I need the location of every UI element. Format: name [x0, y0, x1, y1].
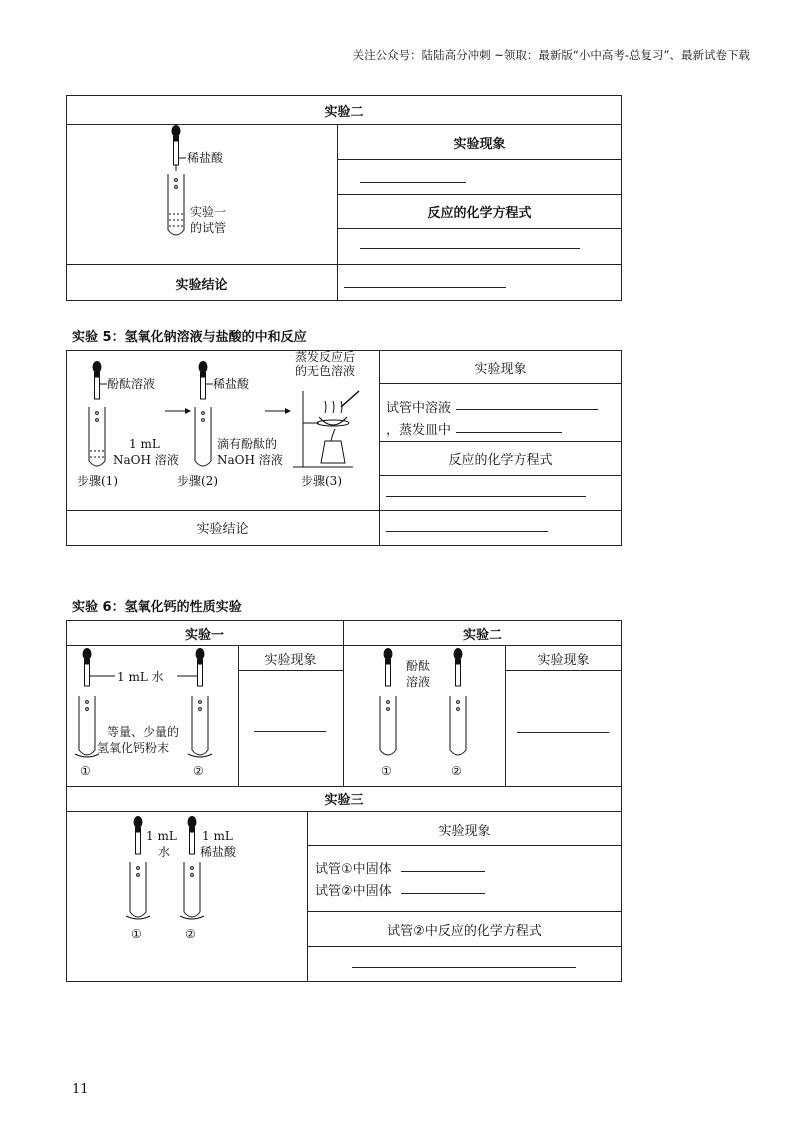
solution-label: NaOH 溶液	[113, 453, 179, 467]
divider	[379, 475, 622, 476]
dropper-label: 溶液	[406, 675, 431, 689]
powder-note: 氢氧化钙粉末	[97, 741, 170, 755]
section-title-exp5: 实验 5：氢氧化钠溶液与盐酸的中和反应	[72, 330, 307, 345]
conclusion-label: 实验结论	[196, 522, 249, 537]
step-label: 步骤(2)	[177, 474, 218, 488]
phenomenon-line: 试管②中固体	[315, 884, 392, 899]
phenomenon-header: 实验现象	[438, 824, 491, 839]
divider	[337, 228, 622, 229]
part3-figure	[110, 812, 280, 952]
answer-blank[interactable]	[386, 531, 548, 532]
page-header: 关注公众号：陆陆高分冲刺 ~领取：最新版“小中高考-总复习”、最新试卷下载	[352, 48, 750, 62]
powder-note: 等量、少量的	[107, 725, 180, 739]
divider	[307, 911, 622, 912]
solution-label: 稀盐酸	[200, 845, 237, 859]
volume-label: 1 mL	[129, 437, 160, 451]
tube-number: ②	[451, 764, 462, 778]
part-title: 实验二	[462, 628, 502, 643]
solution-label: 水	[158, 845, 171, 859]
equation-header: 反应的化学方程式	[448, 453, 553, 468]
part1-figure	[67, 646, 237, 785]
phenomenon-line: 试管中溶液	[386, 401, 452, 416]
answer-blank[interactable]	[352, 967, 576, 968]
divider	[307, 845, 622, 846]
tube-number: ①	[131, 927, 142, 941]
volume-label: 1 mL	[202, 829, 233, 843]
divider	[379, 350, 380, 546]
answer-blank[interactable]	[386, 496, 586, 497]
part-title: 实验三	[324, 793, 364, 808]
solution-note: NaOH 溶液	[217, 453, 283, 467]
answer-blank[interactable]	[401, 893, 485, 894]
page-number: 11	[72, 1082, 89, 1097]
part2-figure	[344, 646, 504, 785]
phenomenon-header: 实验现象	[474, 362, 527, 377]
evaporation-note: 蒸发反应后	[295, 351, 356, 364]
step-label: 步骤(1)	[77, 474, 118, 488]
equation-header: 反应的化学方程式	[427, 206, 532, 221]
evaporation-note: 的无色溶液	[295, 364, 356, 378]
tube-number: ②	[185, 927, 196, 941]
part-title: 实验一	[184, 628, 224, 643]
divider	[66, 786, 622, 787]
tube-number: ①	[381, 764, 392, 778]
solution-note: 滴有酚酞的	[217, 437, 278, 451]
divider	[379, 441, 622, 442]
conclusion-label: 实验结论	[175, 278, 228, 293]
divider	[337, 159, 622, 160]
phenomenon-line: ，蒸发皿中	[386, 423, 452, 438]
answer-blank[interactable]	[456, 432, 562, 433]
divider	[337, 194, 622, 195]
answer-blank[interactable]	[401, 871, 485, 872]
phenomenon-line: 试管①中固体	[315, 862, 392, 877]
answer-blank[interactable]	[360, 248, 580, 249]
phenomenon-header: 实验现象	[537, 653, 590, 668]
dropper-label: 稀盐酸	[213, 377, 250, 391]
divider	[66, 264, 622, 265]
tube-number: ①	[80, 764, 91, 778]
tube-label: 实验一	[190, 205, 227, 219]
phenomenon-header: 实验现象	[453, 137, 506, 152]
divider	[505, 670, 622, 671]
divider	[307, 946, 622, 947]
divider	[238, 670, 343, 671]
answer-blank[interactable]	[344, 287, 506, 288]
answer-blank[interactable]	[360, 182, 466, 183]
equation-header: 试管②中反应的化学方程式	[387, 924, 542, 939]
divider	[66, 510, 622, 511]
table-title: 实验二	[324, 105, 364, 120]
water-label: 1 mL 水	[117, 670, 164, 684]
section-title-exp6: 实验 6：氢氧化钙的性质实验	[72, 600, 242, 615]
volume-label: 1 mL	[146, 829, 177, 843]
dropper-tube-figure	[150, 124, 270, 264]
neutralization-figure	[67, 351, 377, 509]
divider	[379, 383, 622, 384]
answer-blank[interactable]	[456, 409, 598, 410]
tube-label: 的试管	[190, 221, 227, 235]
step-label: 步骤(3)	[301, 474, 342, 488]
answer-blank[interactable]	[517, 732, 609, 733]
dropper-label: 酚酞	[406, 659, 431, 673]
dropper-label: 酚酞溶液	[107, 377, 156, 391]
answer-blank[interactable]	[254, 731, 326, 732]
tube-number: ②	[193, 764, 204, 778]
phenomenon-header: 实验现象	[264, 653, 317, 668]
dropper-label: 稀盐酸	[187, 151, 224, 165]
